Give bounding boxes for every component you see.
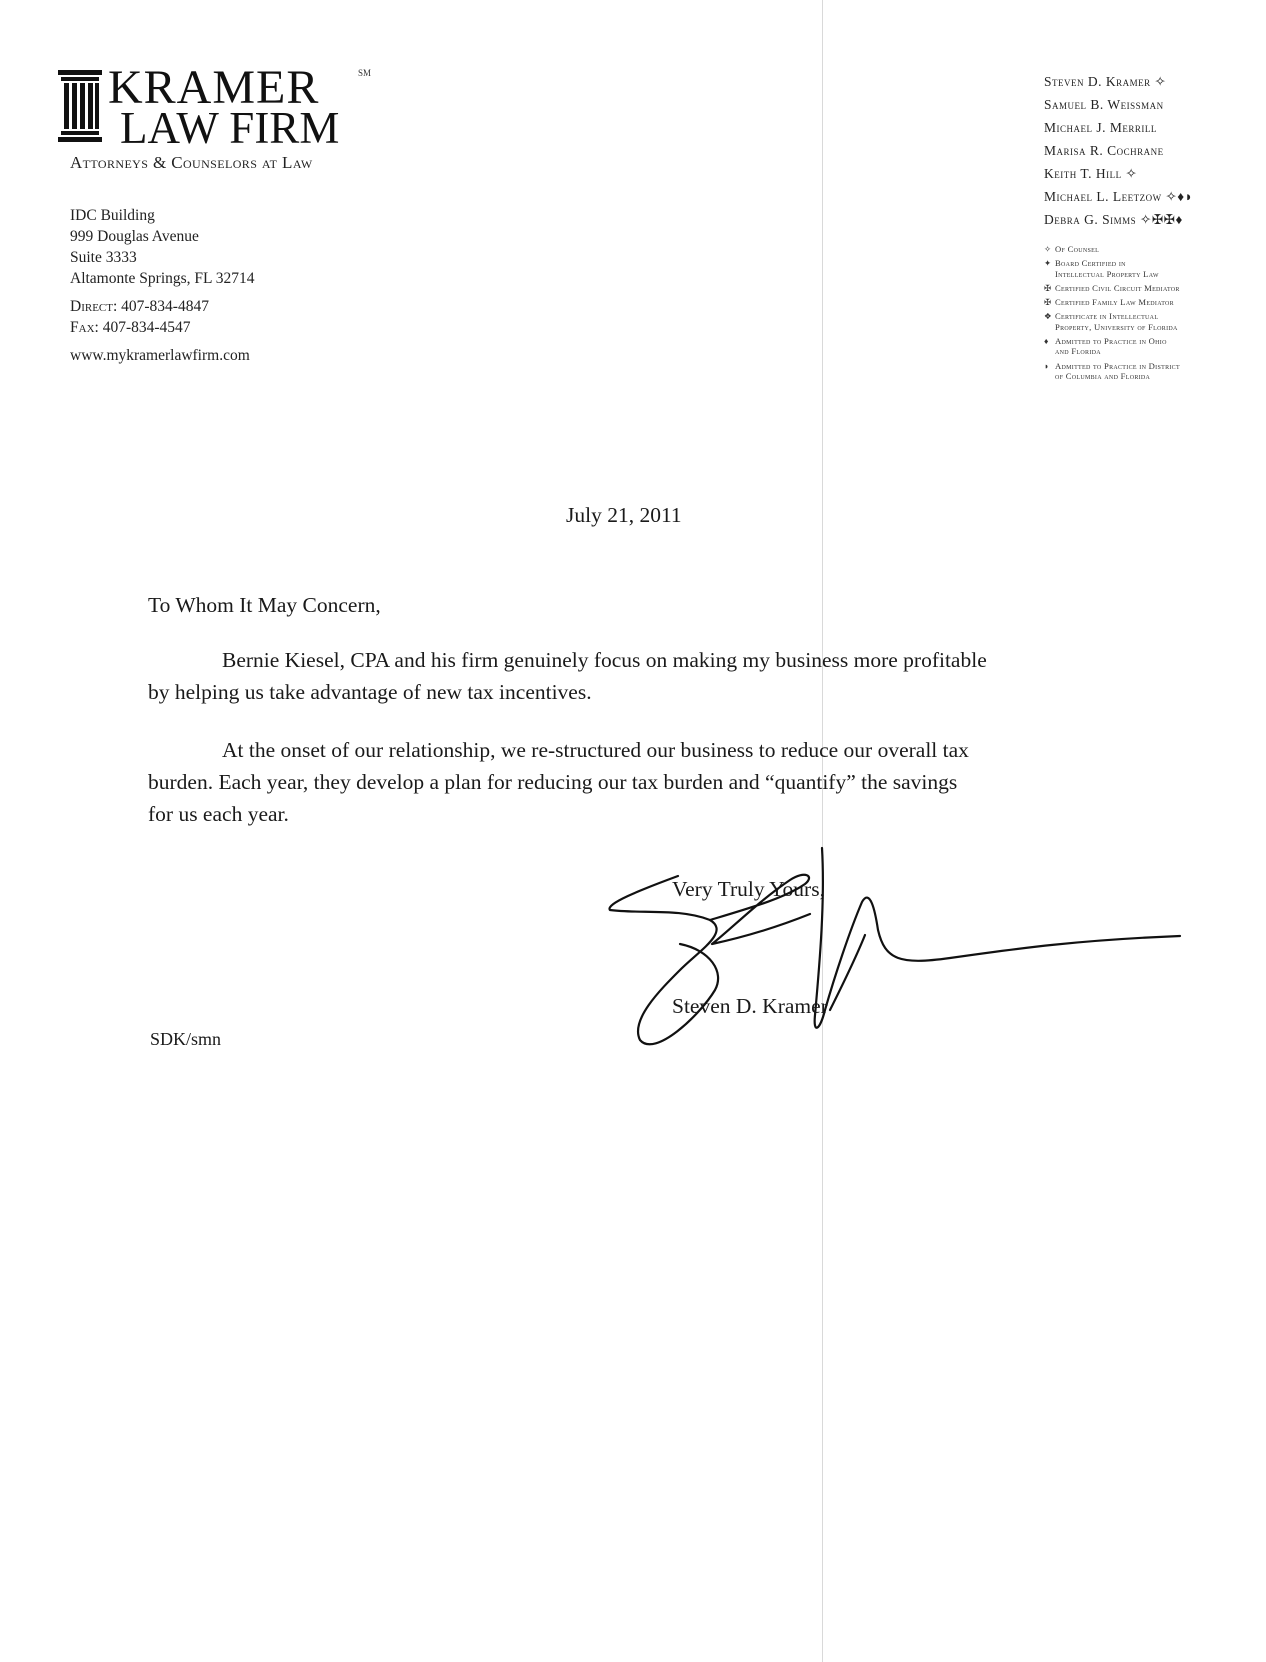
- firm-tagline: Attorneys & Counselors at Law: [70, 153, 313, 172]
- typist-initials: SDK/smn: [150, 1029, 222, 1049]
- legend-text: Of Counsel: [1055, 244, 1100, 254]
- address-building: IDC Building: [70, 207, 155, 224]
- legend-item: [1044, 244, 1180, 254]
- body-paragraph-2: [148, 734, 1128, 830]
- legend-symbol: ❖: [1044, 311, 1053, 322]
- legend-item: [1044, 258, 1180, 279]
- legend-item: [1044, 361, 1180, 382]
- partner-name: Steven D. Kramer ✧: [1044, 74, 1167, 89]
- address-street: 999 Douglas Avenue: [70, 228, 199, 245]
- body-paragraph-1: [148, 644, 1128, 708]
- paragraph-line: for us each year.: [148, 802, 289, 826]
- legend-symbol: ✦: [1044, 258, 1052, 269]
- paragraph-line: Bernie Kiesel, CPA and his firm genuinely focus on making my business more profitable: [222, 648, 987, 672]
- direct-phone: Direct: 407-834-4847: [70, 298, 209, 315]
- salutation: To Whom It May Concern,: [148, 593, 381, 617]
- legend-text: Certificate in Intellectual: [1055, 311, 1159, 322]
- legend-text-cont: Intellectual Property Law: [1055, 268, 1159, 279]
- legend-symbol: ✧: [1044, 244, 1052, 254]
- firm-address-block: [70, 205, 255, 366]
- address-suite: Suite 3333: [70, 249, 137, 266]
- scan-fold-line: [822, 0, 823, 1662]
- pillar-icon: [58, 70, 102, 142]
- legend-text: Admitted to Practice in Ohio: [1055, 336, 1167, 347]
- partner-name: Keith T. Hill ✧: [1044, 166, 1138, 181]
- service-mark: SM: [358, 68, 372, 78]
- credentials-legend: [1044, 244, 1180, 385]
- legend-text-cont: Property, University of Florida: [1055, 321, 1178, 332]
- legend-symbol: ✠: [1044, 282, 1052, 293]
- firm-name-law-firm: LAW FIRM: [120, 103, 340, 153]
- partner-name: Michael L. Leetzow ✧♦◗: [1044, 189, 1194, 204]
- legend-text: Certified Family Law Mediator: [1055, 297, 1174, 308]
- firm-name-kramer: KRAMER: [108, 61, 320, 114]
- firm-logo: [58, 61, 388, 176]
- legend-text-cont: of Columbia and Florida: [1055, 370, 1151, 381]
- partner-name: Samuel B. Weissman: [1044, 97, 1164, 112]
- legend-item: [1044, 297, 1180, 307]
- paragraph-line: At the onset of our relationship, we re-structured our business to reduce our overall tax: [222, 738, 969, 762]
- fax-number: Fax: 407-834-4547: [70, 319, 191, 336]
- paragraph-line: by helping us take advantage of new tax incentives.: [148, 680, 592, 704]
- handwritten-signature: [600, 840, 1190, 1070]
- partner-name: Michael J. Merrill: [1044, 120, 1157, 135]
- legend-item: [1044, 311, 1180, 332]
- letter-date: July 21, 2011: [566, 503, 682, 527]
- legend-text: Certified Civil Circuit Mediator: [1055, 282, 1180, 293]
- legend-symbol: ◗: [1044, 360, 1050, 371]
- paragraph-line: burden. Each year, they develop a plan for reducing our tax burden and “quantify” the savings: [148, 770, 958, 794]
- address-city: Altamonte Springs, FL 32714: [70, 270, 255, 287]
- partner-name: Debra G. Simms ✧✠✠♦: [1044, 212, 1183, 227]
- closing: Very Truly Yours,: [672, 877, 825, 901]
- website-link[interactable]: www.mykramerlawfirm.com: [70, 347, 250, 364]
- legend-item: [1044, 283, 1180, 293]
- legend-symbol: ♦: [1044, 336, 1049, 347]
- legend-text: Admitted to Practice in District: [1055, 360, 1180, 371]
- partner-name: Marisa R. Cochrane: [1044, 143, 1164, 158]
- legend-item: [1044, 336, 1180, 357]
- legend-symbol: ✠: [1044, 297, 1052, 308]
- partner-list: [1044, 70, 1193, 231]
- legend-text-cont: and Florida: [1055, 346, 1101, 357]
- legend-text: Board Certified in: [1055, 258, 1126, 269]
- signer-name: Steven D. Kramer: [672, 994, 828, 1018]
